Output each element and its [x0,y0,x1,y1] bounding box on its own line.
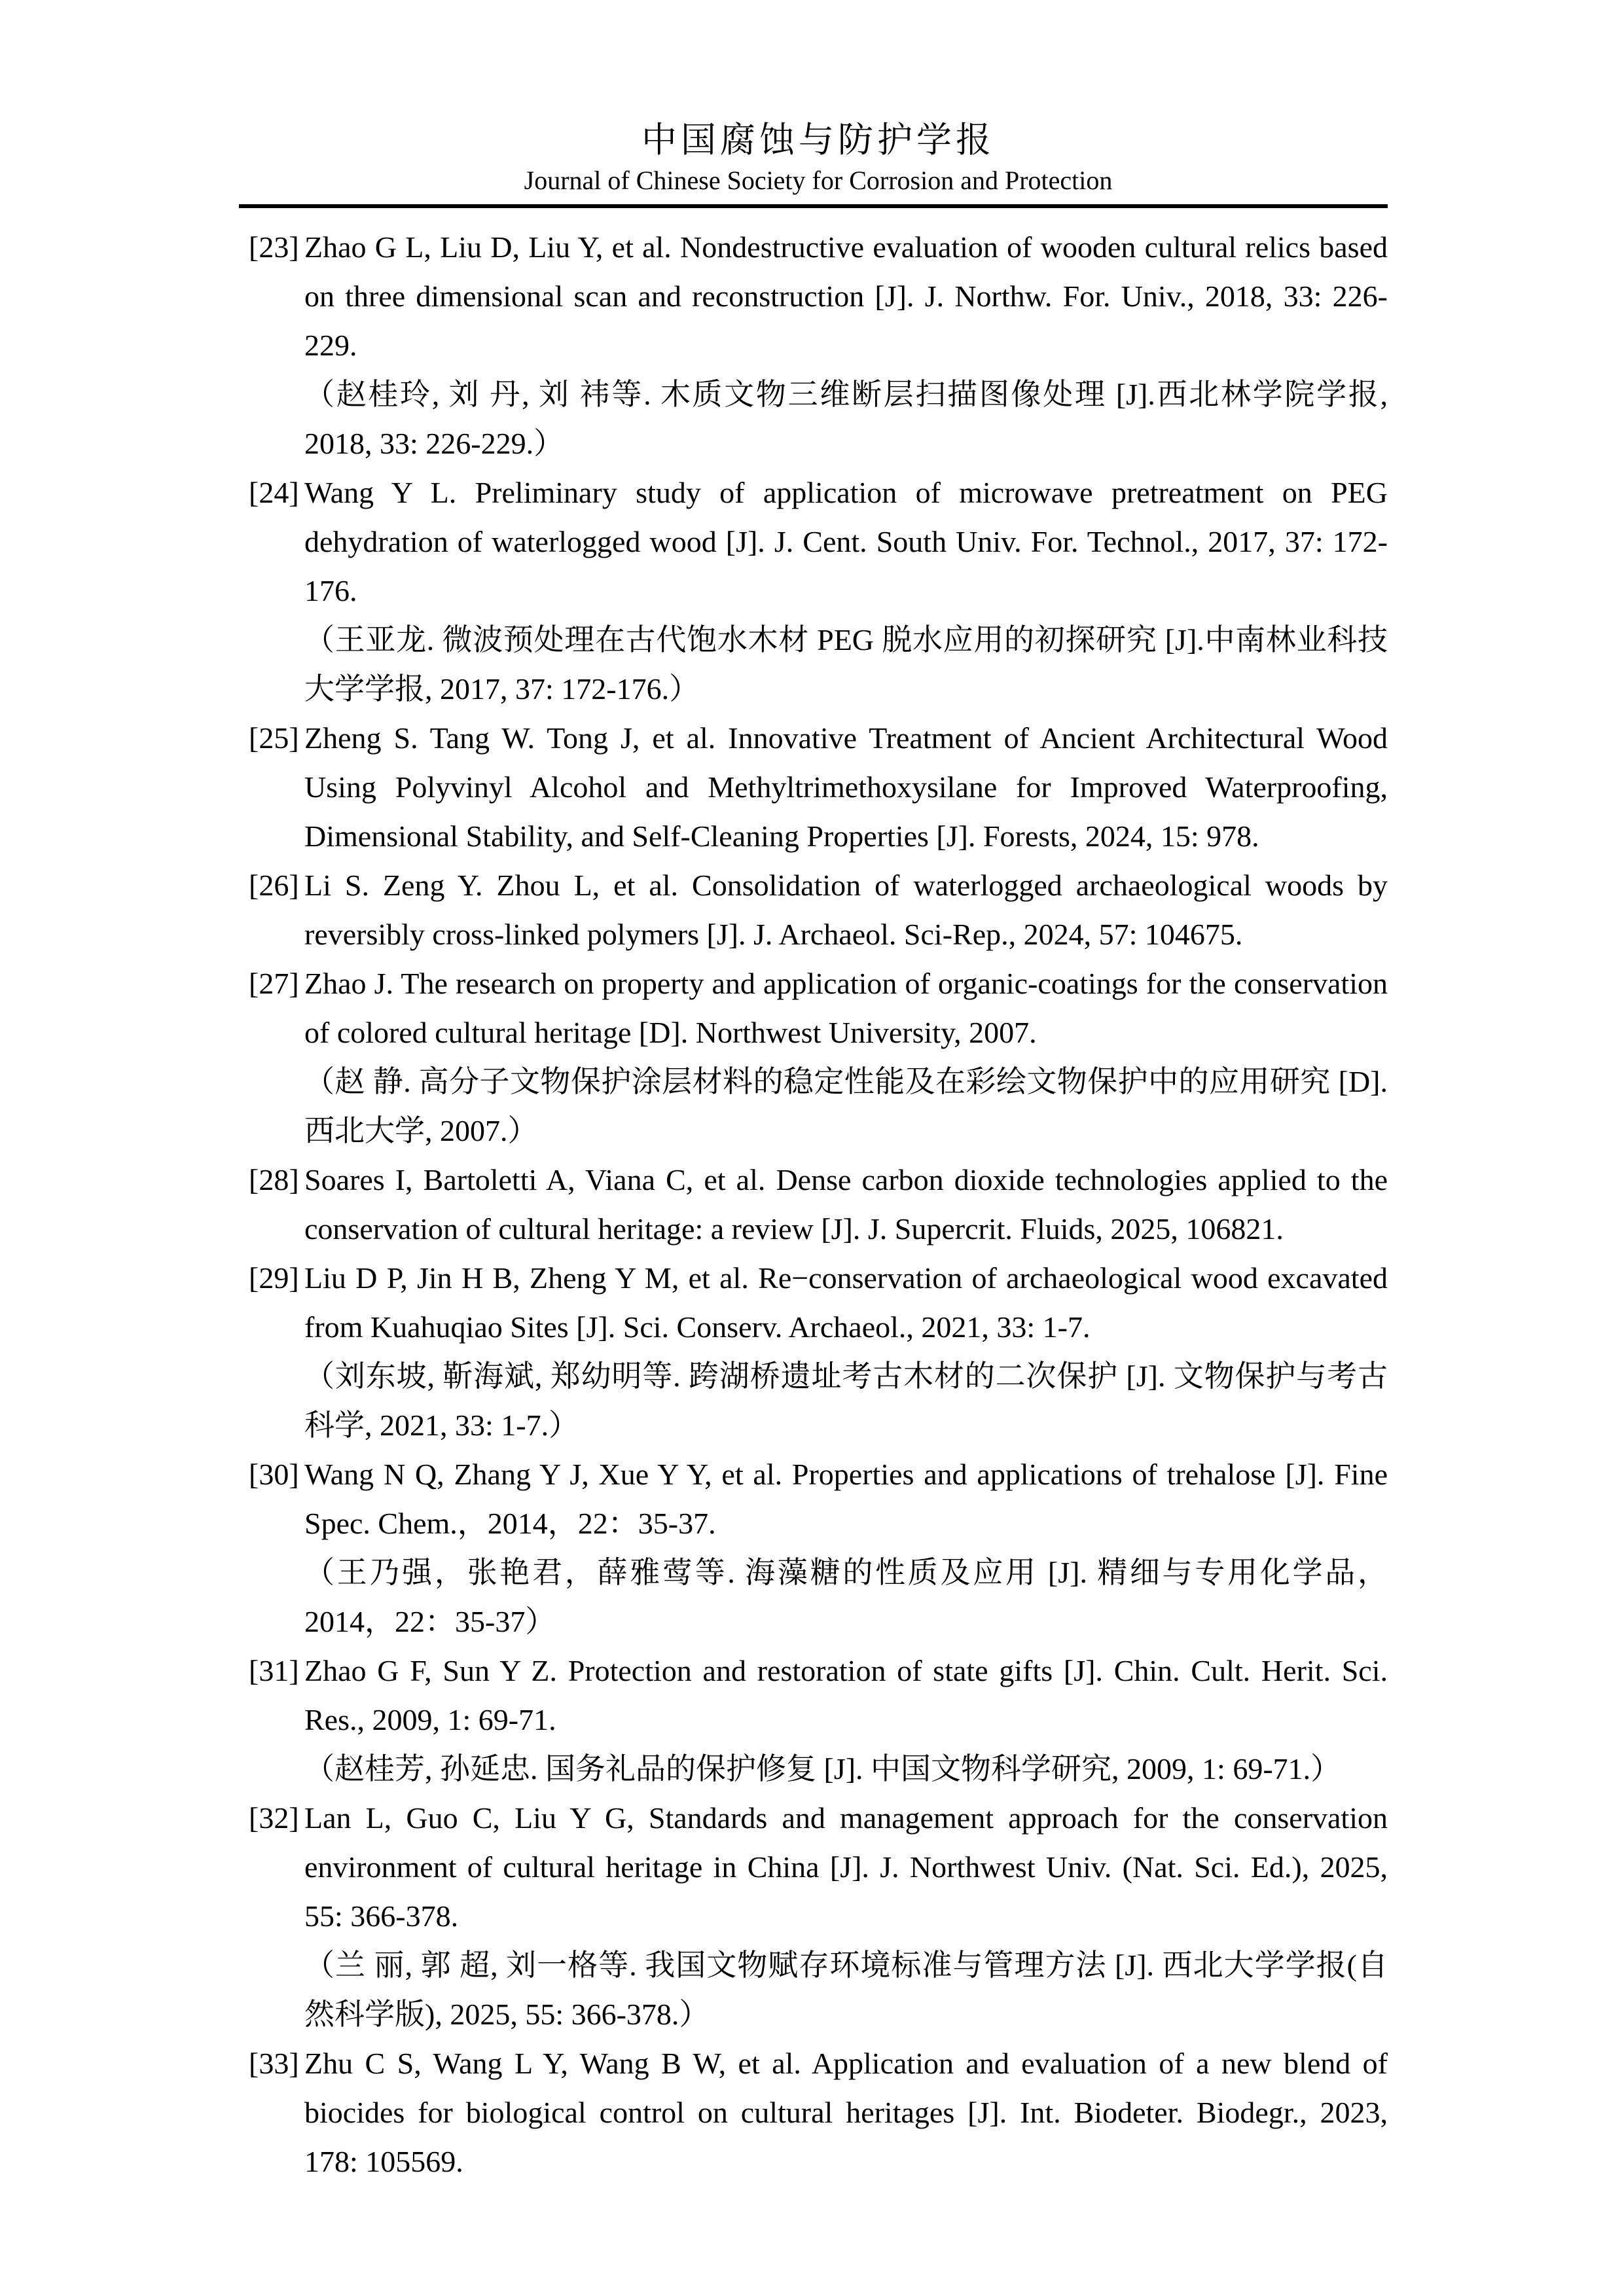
reference-text-en: Zheng S. Tang W. Tong J, et al. Innovative Treatment of Ancient Architectural Wood Using Polyvinyl Alcohol and Methyltrimethoxysilane for Improved Waterproofing, Dimensional Stability, and Self-Cleaning Properties [J]. Forests, 2024, 15: 978. [304,721,1388,853]
reference-text-en: Zhao G F, Sun Y Z. Protection and restoration of state gifts [J]. Chin. Cult. Herit. Sci. Res., 2009, 1: 69-71. [304,1654,1388,1737]
reference-citation-en [249,2039,1388,2186]
journal-title-en: Journal of Chinese Society for Corrosion and Protection [524,166,1113,196]
header-divider-rule [239,204,1388,208]
reference-citation-en [249,713,1388,861]
journal-title-zh: 中国腐蚀与防护学报 [641,120,995,160]
reference-text-en: Liu D P, Jin H B, Zheng Y M, et al. Re−conservation of archaeological wood excavated from Kuahuqiao Sites [J]. Sci. Conserv. Archaeol., 2021, 33: 1-7. [304,1261,1388,1344]
reference-number: [31] [249,1654,299,1688]
reference-number: [25] [249,721,299,755]
journal-masthead [249,121,1388,195]
reference-citation-en [249,1155,1388,1253]
reference-text-en: Zhu C S, Wang L Y, Wang B W, et al. Application and evaluation of a new blend of biocides for biological control on cultural heritages [J]. Int. Biodeter. Biodegr., 2023, 178: 105569. [304,2047,1388,2179]
reference-citation-en [249,959,1388,1057]
reference-text-en: Lan L, Guo C, Liu Y G, Standards and management approach for the conservation environment of cultural heritage in China [J]. J. Northwest Univ. (Nat. Sci. Ed.), 2025, 55: 366-378. [304,1801,1388,1933]
reference-item [249,1450,1388,1646]
reference-citation-zh: （刘东坡, 靳海斌, 郑幼明等. 跨湖桥遗址考古木材的二次保护 [J]. 文物保护与考古科学, 2021, 33: 1-7.） [304,1359,1388,1443]
reference-citation-en [249,1793,1388,1941]
reference-item [249,1646,1388,1793]
reference-citation-zh: （王亚龙. 微波预处理在古代饱水木材 PEG 脱水应用的初探研究 [J].中南林业科技大学学报, 2017, 37: 172-176.） [304,623,1388,706]
reference-number: [26] [249,869,299,903]
reference-number: [24] [249,476,299,510]
reference-item [249,1793,1388,2039]
reference-item [249,959,1388,1155]
reference-item [249,1155,1388,1253]
reference-text-en: Wang N Q, Zhang Y J, Xue Y Y, et al. Properties and applications of trehalose [J]. Fine Spec. Chem.，2014，22：35-37. [304,1458,1388,1541]
reference-text-en: Li S. Zeng Y. Zhou L, et al. Consolidation of waterlogged archaeological woods by reversibly cross-linked polymers [J]. J. Archaeol. Sci-Rep., 2024, 57: 104675. [304,869,1388,952]
reference-citation-zh: （赵桂芳, 孙延忠. 国务礼品的保护修复 [J]. 中国文物科学研究, 2009, 1: 69-71.） [304,1752,1341,1786]
reference-item [249,223,1388,468]
references-list [249,223,1388,2186]
reference-number: [33] [249,2047,299,2081]
reference-number: [27] [249,967,299,1001]
reference-citation-zh: （王乃强，张艳君，薛雅莺等. 海藻糖的性质及应用 [J]. 精细与专用化学品，2014，22：35-37） [304,1556,1388,1639]
reference-item [249,1253,1388,1450]
reference-citation-en [249,1450,1388,1548]
reference-number: [28] [249,1163,299,1197]
reference-number: [32] [249,1801,299,1835]
reference-citation-zh: （兰 丽, 郭 超, 刘一格等. 我国文物赋存环境标准与管理方法 [J]. 西北大学学报(自然科学版), 2025, 55: 366-378.） [304,1948,1388,2032]
reference-item [249,861,1388,959]
reference-citation-en [249,861,1388,959]
reference-text-en: Soares I, Bartoletti A, Viana C, et al. Dense carbon dioxide technologies applied to the conservation of cultural heritage: a review [J]. J. Supercrit. Fluids, 2025, 106821. [304,1163,1388,1246]
reference-citation-en [249,468,1388,615]
reference-item [249,713,1388,861]
reference-text-en: Zhao J. The research on property and application of organic-coatings for the conservation of colored cultural heritage [D]. Northwest University, 2007. [304,967,1388,1050]
reference-item [249,2039,1388,2186]
reference-citation-en [249,223,1388,370]
reference-citation-zh: （赵桂玲, 刘 丹, 刘 祎等. 木质文物三维断层扫描图像处理 [J].西北林学院学报, 2018, 33: 226-229.） [304,378,1388,461]
reference-number: [30] [249,1458,299,1492]
reference-text-en: Wang Y L. Preliminary study of application of microwave pretreatment on PEG dehydration of waterlogged wood [J]. J. Cent. South Univ. For. Technol., 2017, 37: 172-176. [304,476,1388,608]
reference-number: [23] [249,230,299,264]
reference-number: [29] [249,1261,299,1295]
reference-citation-zh: （赵 静. 高分子文物保护涂层材料的稳定性能及在彩绘文物保护中的应用研究 [D]. 西北大学, 2007.） [304,1065,1388,1148]
reference-text-en: Zhao G L, Liu D, Liu Y, et al. Nondestructive evaluation of wooden cultural relics based on three dimensional scan and reconstruction [J]. J. Northw. For. Univ., 2018, 33: 226-229. [304,230,1388,363]
reference-citation-en [249,1646,1388,1744]
reference-item [249,468,1388,713]
reference-citation-en [249,1253,1388,1352]
